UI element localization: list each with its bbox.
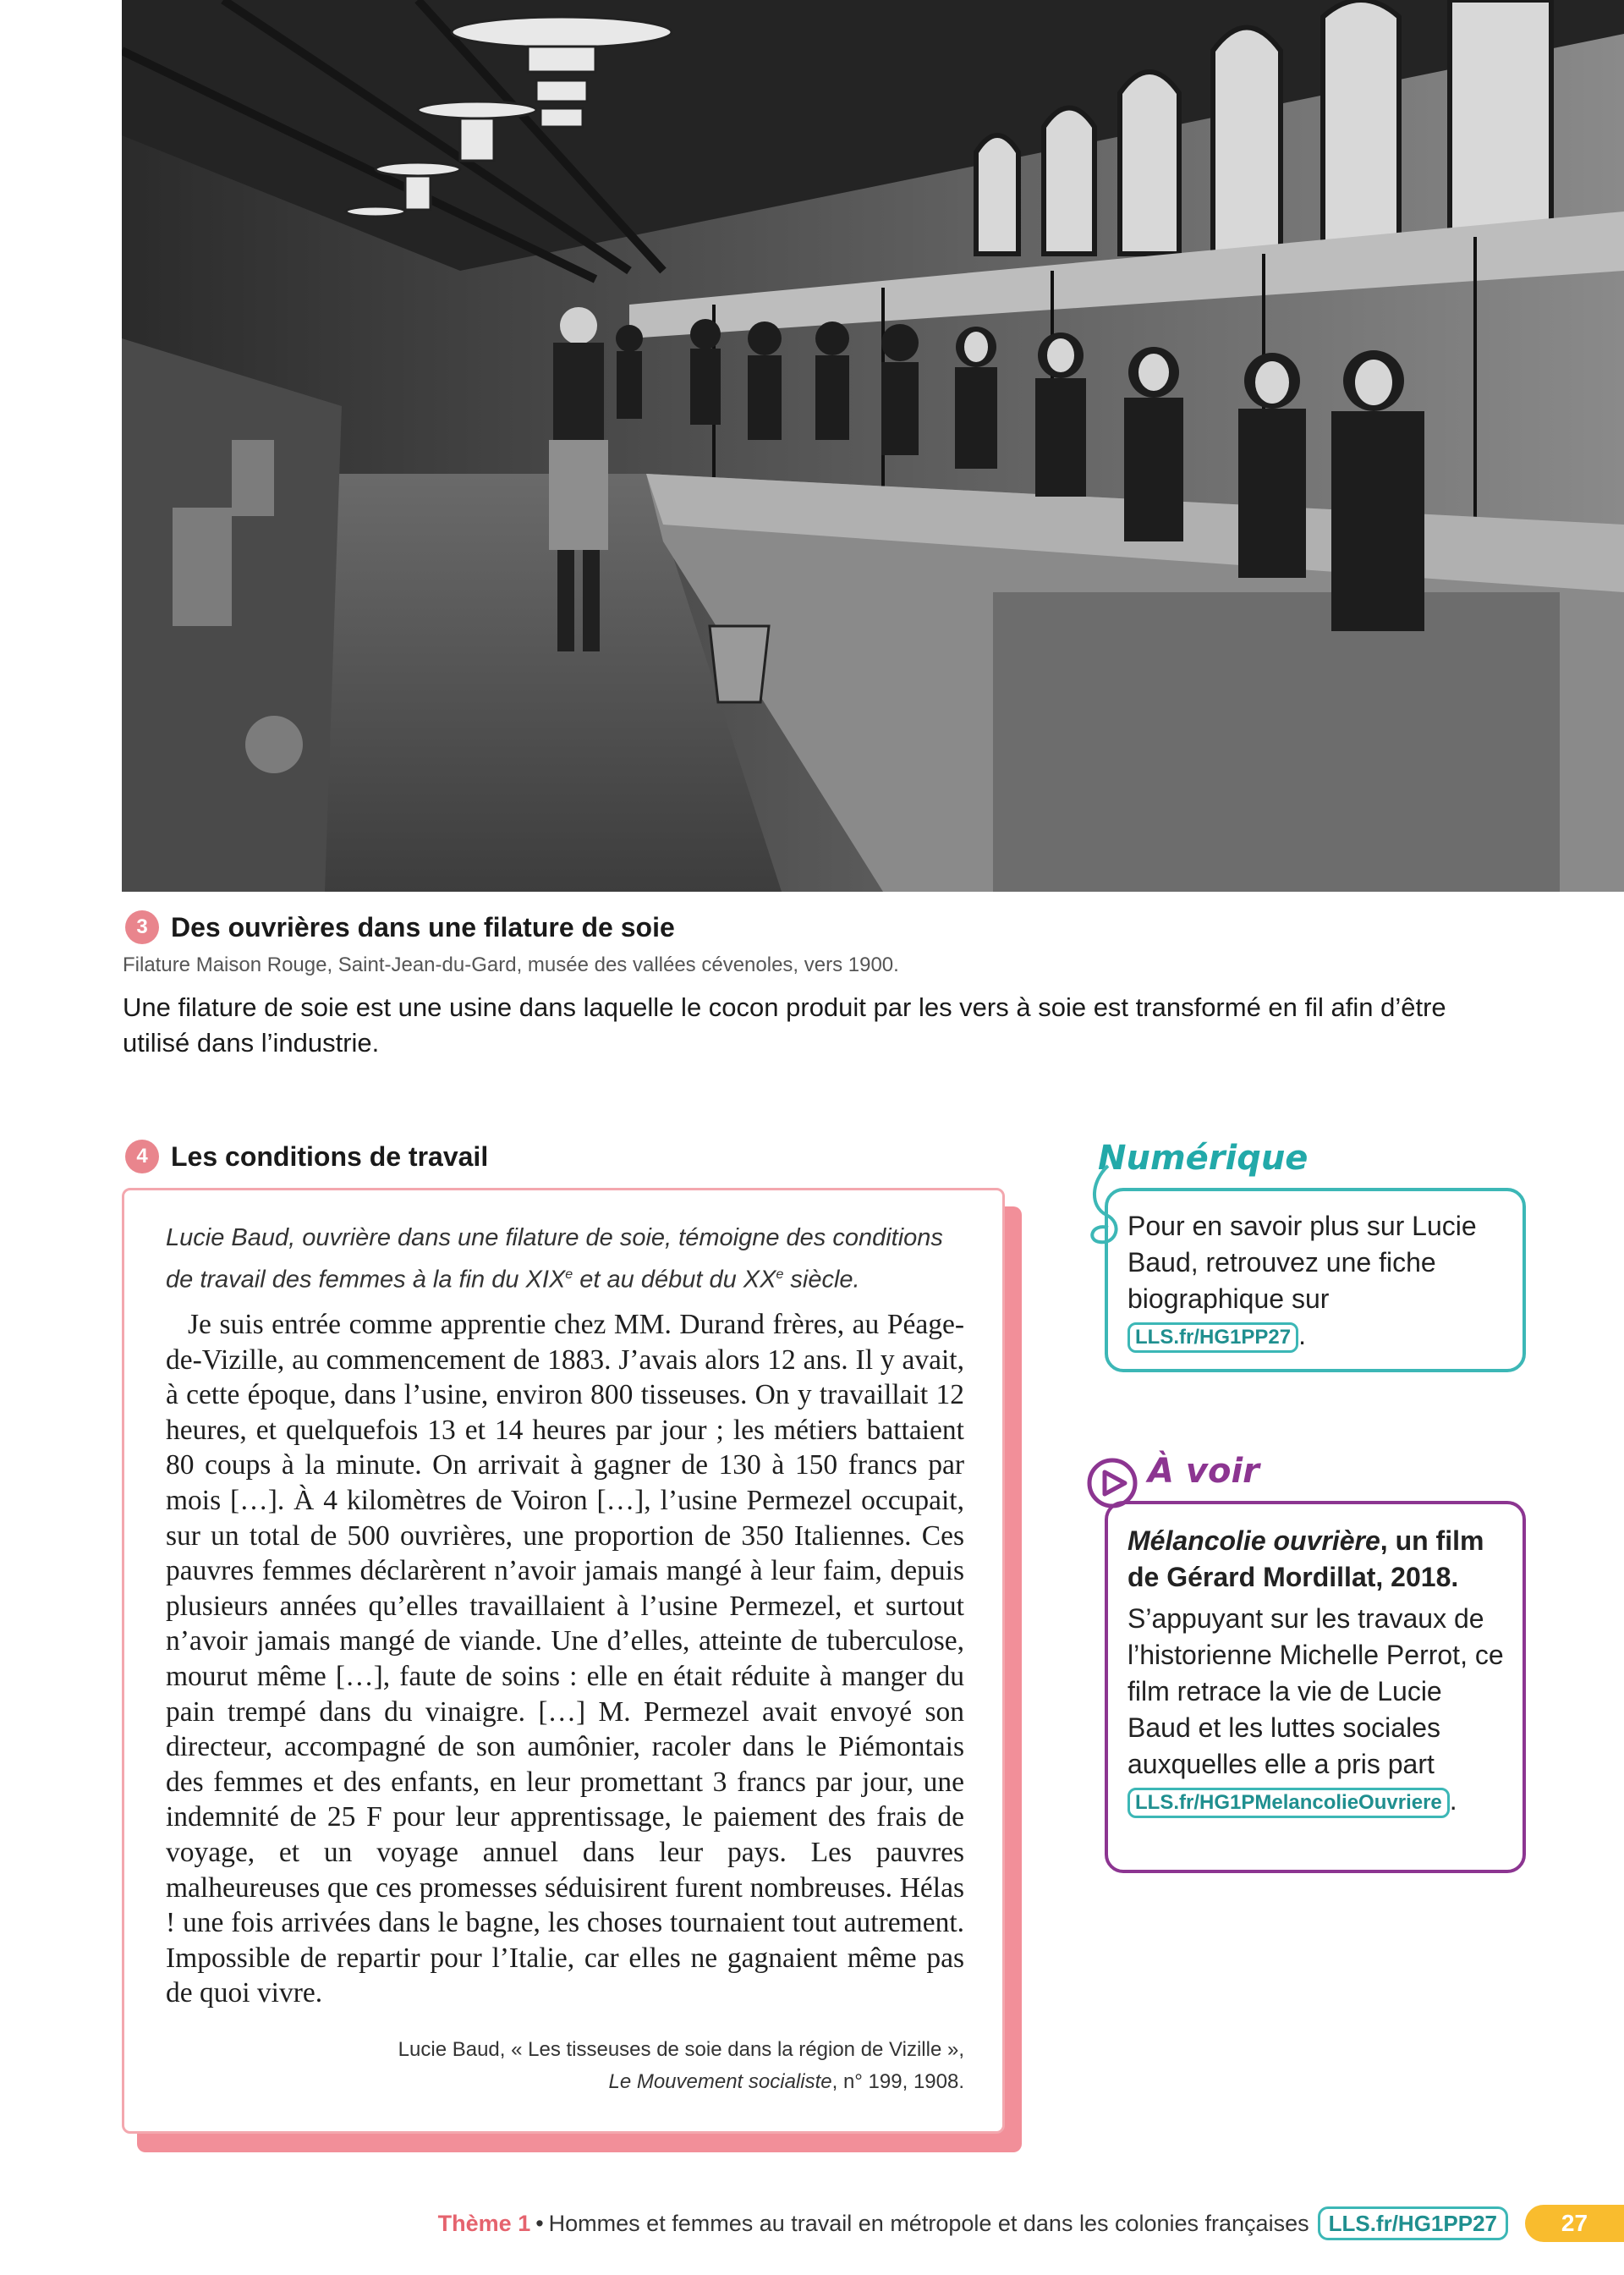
a-voir-title: À voir <box>1148 1452 1259 1491</box>
a-voir-text: Mélancolie ouvrière, un film de Gérard Mordillat, 2018. S’appuyant sur les travaux de l’historienne Michelle Perrot, ce film retrace la vie de Lucie Baud et les luttes sociales auxquelles elle a pris part LLS.fr/HG1PMelancolieOuvriere . <box>1127 1523 1508 1819</box>
page-footer <box>438 2205 1624 2242</box>
doc3-description: Une filature de soie est une usine dans laquelle le cocon produit par les vers à soie est transformé en fil afin d’être utilisé dans l’industrie. <box>123 992 1446 1058</box>
doc3-heading <box>125 910 675 944</box>
doc4-number-badge: 4 <box>125 1140 159 1173</box>
footer-link[interactable]: LLS.fr/HG1PP27 <box>1318 2206 1508 2240</box>
footer-separator: • <box>535 2210 544 2236</box>
doc4-testimony-text: Je suis entrée comme apprentie chez MM. Durand frères, au Péage-de-Vizille, au commencement de 1883. J’avais alors 12 ans. Il y avait, à cette époque, dans l’usine, environ 800 tisseuses. On y travaillait 12 heures, et quelquefois 13 et 14 heures par jour ; les métiers battaient 80 coups à la minute. On arrivait à gagner de 130 à 150 francs par mois […]. À 4 kilomètres de Voiron […], l’usine Permezel occupait, sur un total de 500 ouvrières, une proportion de 350 Italiennes. Ces pauvres femmes déclarèrent n’avoir jamais mangé à leur faim, depuis plusieurs années qu’elles travaillaient à l’usine Permezel, et surtout n’avoir jamais mangé de viande. Une d’elles, atteinte de tuberculose, mourut même […], faute de soins : elle en était réduite à manger du pain trempé dans du vinaigre. […] M. Permezel avait envoyé son directeur, accompagné de son aumônier, racoler dans le Piémontais des femmes et des enfants, en leur promettant 3 francs par jour, une indemnité de 25 F pour leur apprentissage, le paiement des frais de voyage, et un voyage annuel dans leur pays. Les pauvres malheureuses que ces promesses séduisirent furent nombreuses. Hélas ! une fois arrivées dans le bagne, les choses tournaient tout autrement. Impossible de repartir pour l’Italie, car elles ne gagnaient même pas de quoi vivre. <box>166 1309 964 2009</box>
doc4-title: Les conditions de travail <box>171 1140 489 1172</box>
doc3-title: Des ouvrières dans une filature de soie <box>171 911 675 942</box>
a-voir-link[interactable]: LLS.fr/HG1PMelancolieOuvriere <box>1127 1788 1450 1818</box>
numerique-text: Pour en savoir plus sur Lucie Baud, retrouvez une fiche biographique sur LLS.fr/HG1PP27 . <box>1127 1208 1500 1354</box>
page-number: 27 <box>1525 2205 1624 2242</box>
numerique-title: Numérique <box>1098 1139 1309 1178</box>
doc4-heading <box>125 1140 488 1173</box>
doc3-number-badge: 3 <box>125 910 159 944</box>
filature-photo <box>122 0 1624 892</box>
footer-theme-text: Hommes et femmes au travail en métropole et dans les colonies françaises <box>548 2210 1309 2236</box>
footer-theme: Thème 1 <box>437 2210 531 2236</box>
doc4-source: Lucie Baud, « Les tisseuses de soie dans la région de Vizille », Le Mouvement socialiste, n° 199, 1908. <box>398 2038 964 2093</box>
doc3-source: Filature Maison Rouge, Saint-Jean-du-Gard, musée des vallées cévenoles, vers 1900. <box>123 953 899 976</box>
numerique-link[interactable]: LLS.fr/HG1PP27 <box>1127 1322 1298 1353</box>
film-title-line: Mélancolie ouvrière, un film de Gérard Mordillat, 2018. <box>1127 1525 1484 1592</box>
doc4-intro: Lucie Baud, ouvrière dans une filature de soie, témoigne des conditions de travail des femmes à la fin du XIXe et au début du XXe siècle. <box>166 1224 943 1294</box>
